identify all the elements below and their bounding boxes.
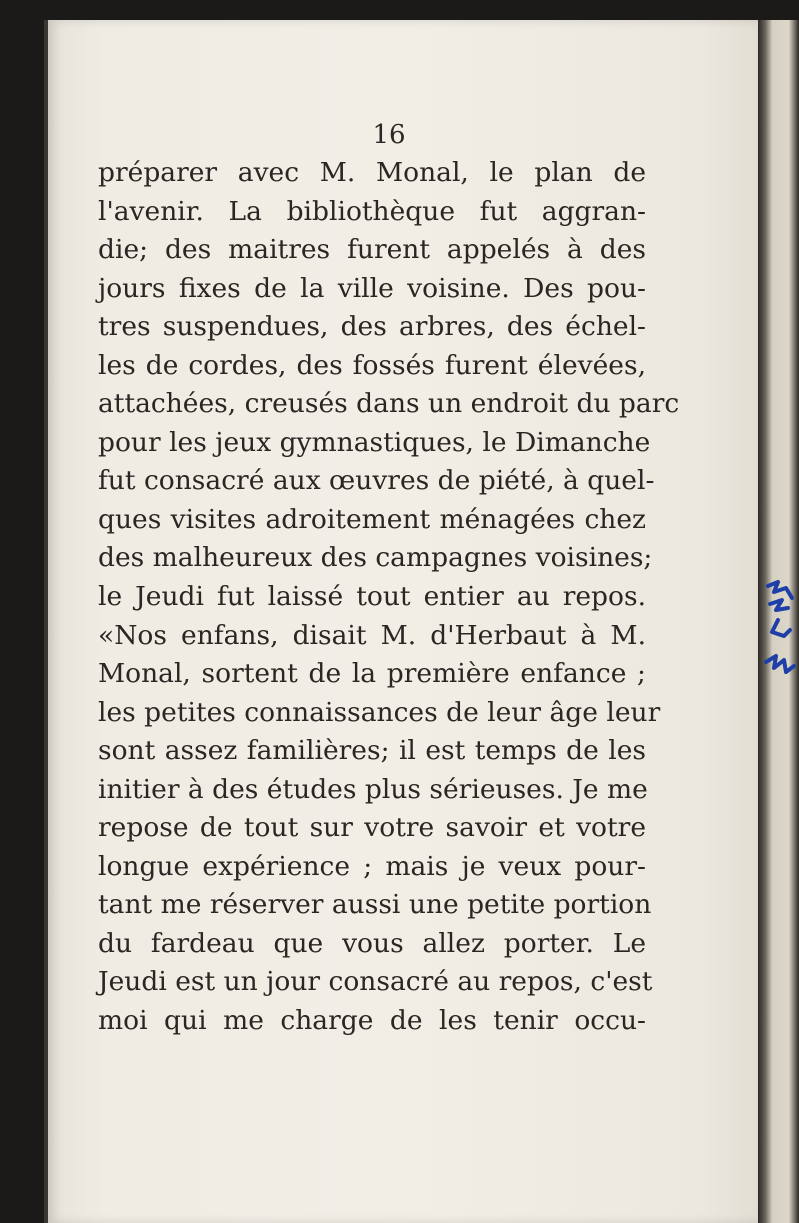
handwritten-margin-mark-icon: [764, 580, 798, 690]
text-line: l'avenir. La bibliothèque fut aggran-: [98, 195, 646, 227]
text-line: Jeudi est un jour consacré au repos, c'est: [98, 966, 653, 998]
text-line: les de cordes, des fossés furent élevées,: [98, 349, 646, 381]
text-line: moi qui me charge de les tenir occu-: [98, 1005, 646, 1037]
text-line: les petites connaissances de leur âge leur: [98, 696, 661, 728]
text-line: du fardeau que vous allez porter. Le: [98, 927, 646, 959]
text-line: sont assez familières; il est temps de les: [98, 735, 646, 767]
text-line: tres suspendues, des arbres, des échel-: [98, 311, 646, 343]
text-line: repose de tout sur votre savoir et votre: [98, 812, 646, 844]
text-line: longue expérience ; mais je veux pour-: [98, 850, 646, 882]
page-number: 16: [372, 120, 406, 150]
text-line: die; des maitres furent appelés à des: [98, 234, 646, 266]
text-line: Monal, sortent de la première enfance ;: [98, 658, 646, 690]
text-line: attachées, creusés dans un endroit du parc: [98, 388, 680, 420]
text-line: des malheureux des campagnes voisines;: [98, 542, 653, 574]
text-line: fut consacré aux œuvres de piété, à quel-: [98, 465, 655, 497]
text-line: ques visites adroitement ménagées chez: [98, 503, 646, 535]
text-line: jours fixes de la ville voisine. Des pou-: [98, 272, 646, 304]
text-line: tant me réserver aussi une petite portion: [98, 889, 652, 921]
text-line: préparer avec M. Monal, le plan de: [98, 157, 646, 188]
text-line: «Nos enfans, disait M. d'Herbaut à M.: [98, 619, 646, 651]
text-line: le Jeudi fut laissé tout entier au repos.: [98, 581, 646, 613]
text-line: initier à des études plus sérieuses. Je me: [98, 773, 648, 805]
body-text: [98, 154, 680, 1041]
text-line: pour les jeux gymnastiques, le Dimanche: [98, 426, 651, 458]
